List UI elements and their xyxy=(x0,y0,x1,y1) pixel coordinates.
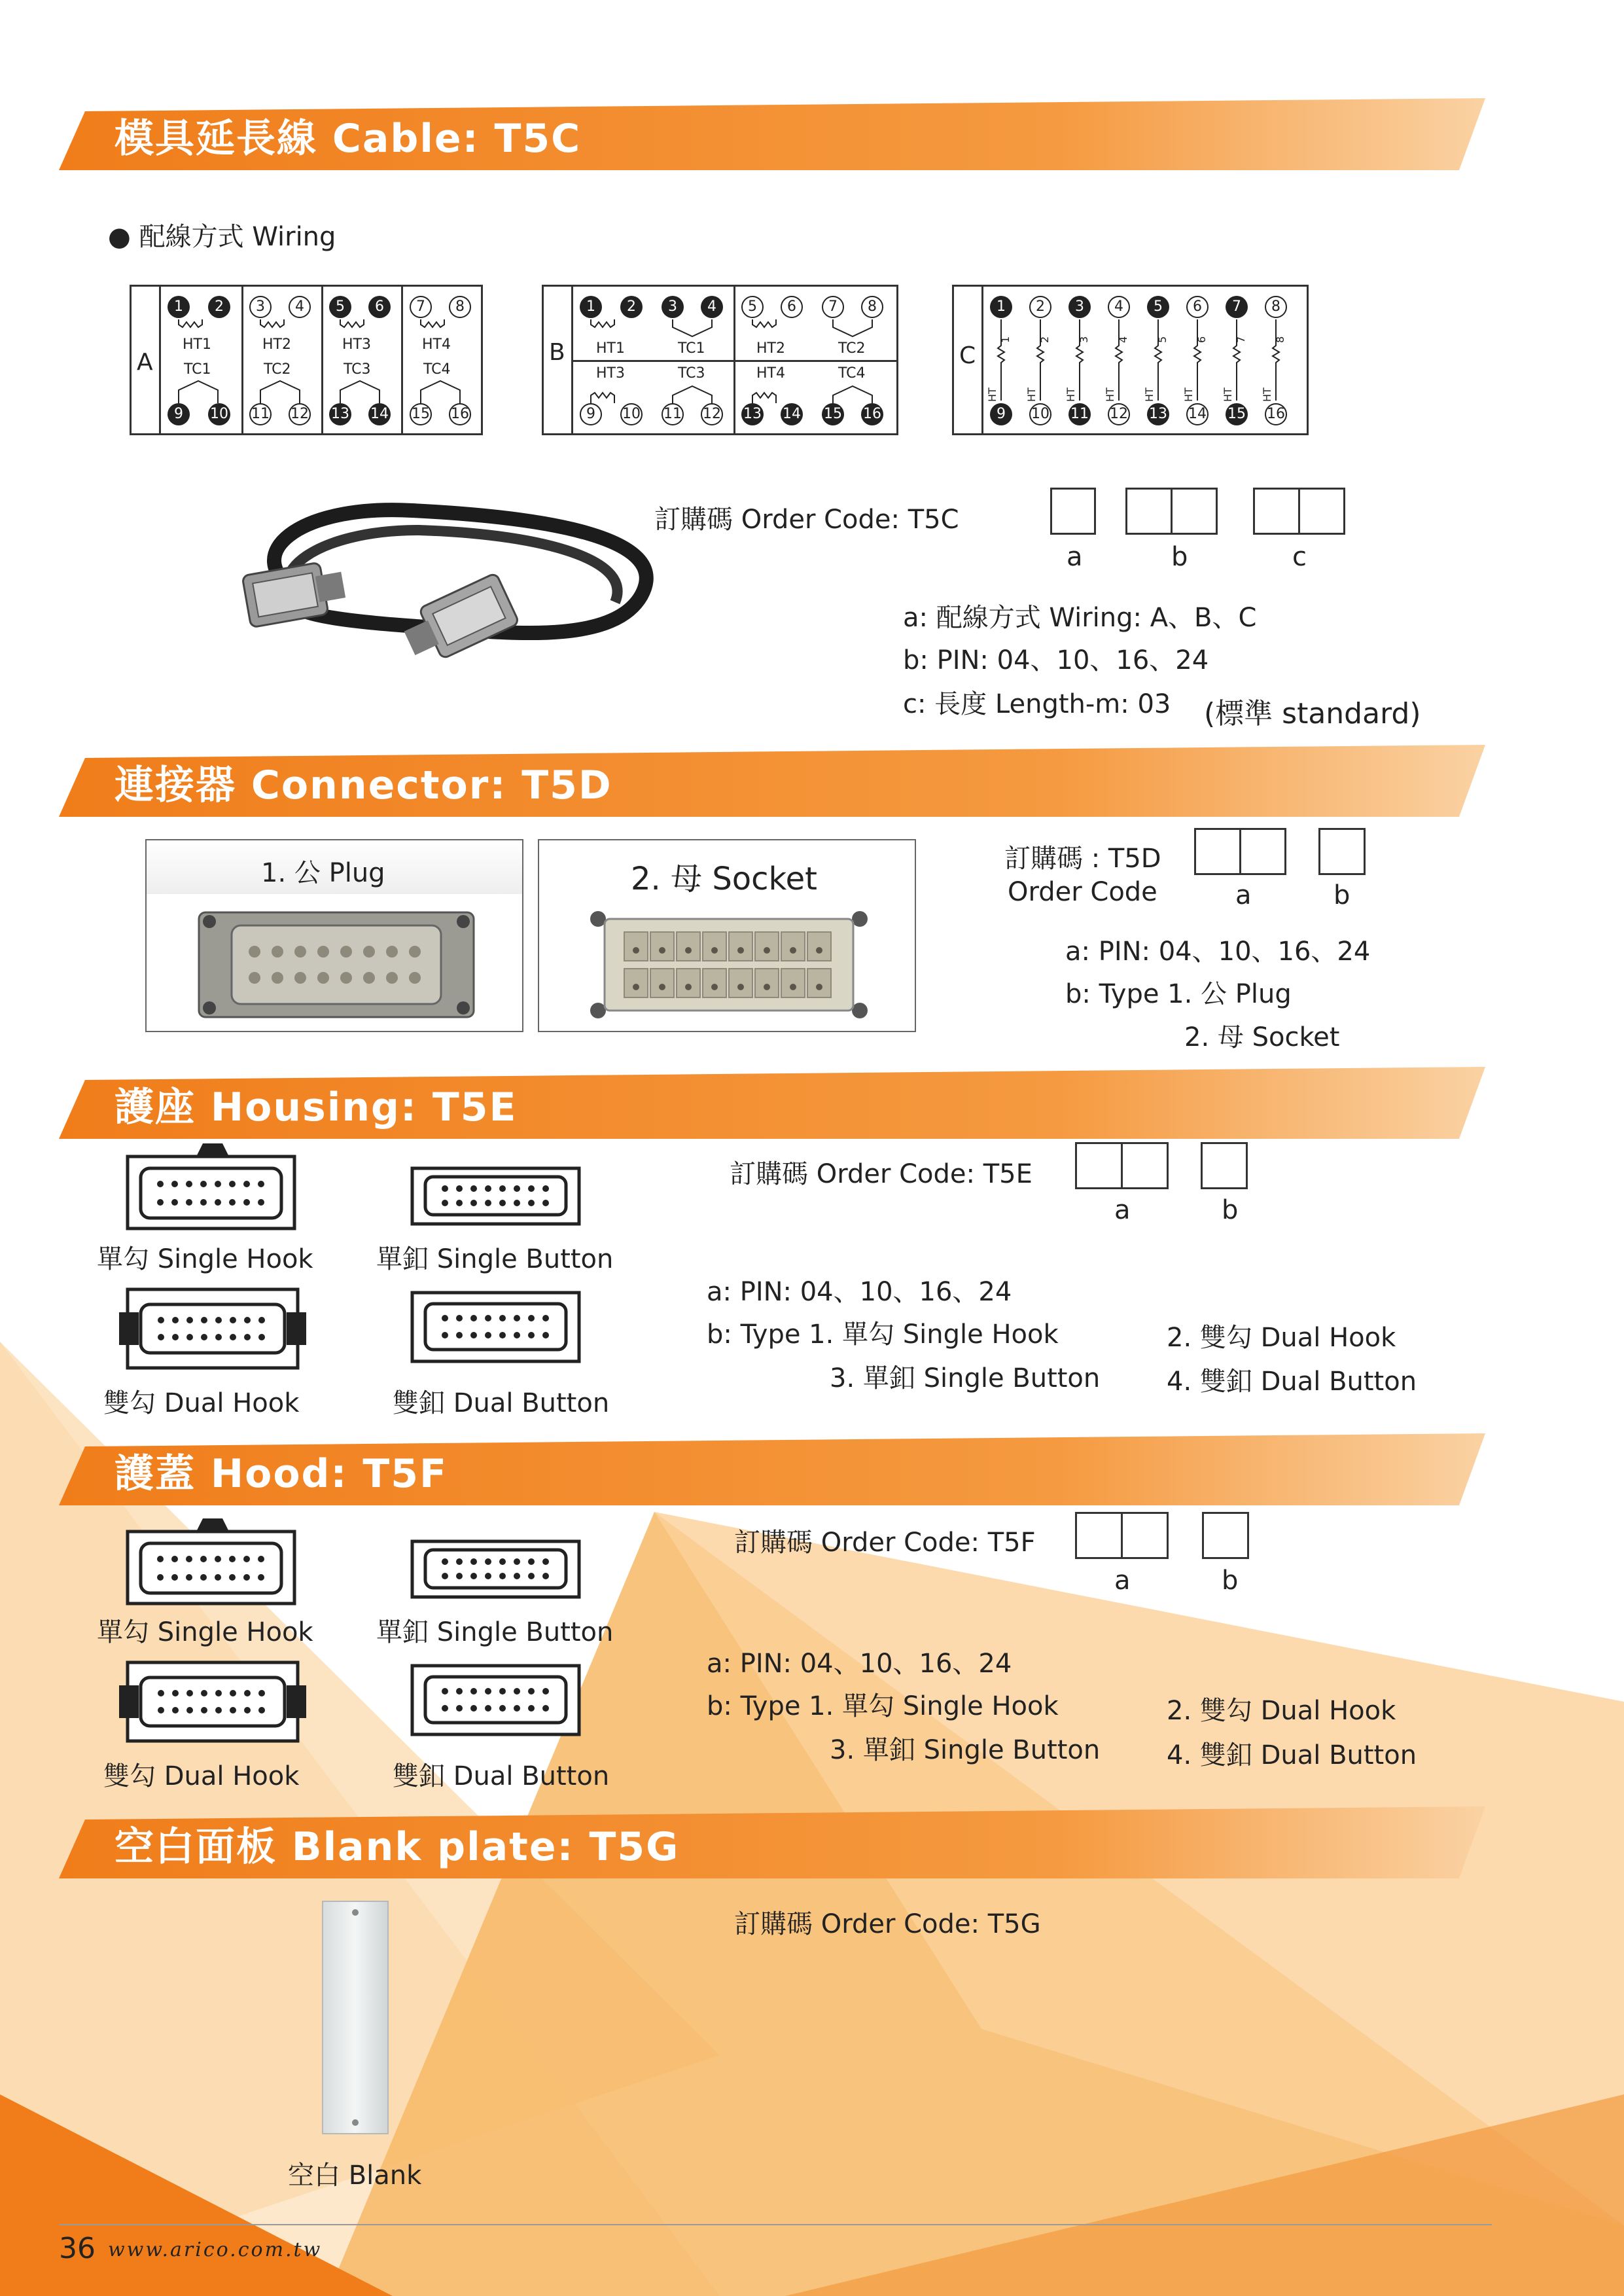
wiring-heading-text: 配線方式 Wiring xyxy=(139,222,336,252)
slot-b-label: b xyxy=(1171,542,1188,572)
pin-14: 14 xyxy=(1186,403,1209,425)
t5c-option-a: a: 配線方式 Wiring: A、B、C xyxy=(903,603,1257,633)
wiring-label-c: C xyxy=(959,342,976,369)
section-banner-t5d xyxy=(59,745,1485,817)
svg-text:8: 8 xyxy=(1274,336,1286,343)
ht-label: HT1 xyxy=(183,336,211,353)
pin-3: 3 xyxy=(662,296,684,318)
svg-text:HT: HT xyxy=(1182,387,1195,402)
slot-a-box-2 xyxy=(1239,828,1286,875)
pin-10: 10 xyxy=(620,403,643,425)
t5e-option-b4: 4. 雙釦 Dual Button xyxy=(1167,1367,1417,1397)
svg-text:HT: HT xyxy=(1104,387,1116,402)
section-title: 連接器 Connector: T5D xyxy=(115,762,612,808)
svg-text:HT: HT xyxy=(1025,387,1038,402)
row2-label: HT4 xyxy=(756,365,785,382)
pin-14: 14 xyxy=(368,403,391,425)
wiring-diagram-c xyxy=(952,285,1309,435)
pin-8: 8 xyxy=(449,296,471,318)
slot-c-box-2 xyxy=(1298,488,1345,535)
pin-1: 1 xyxy=(168,296,190,318)
dual-hook-icon xyxy=(118,1286,308,1371)
pin-5: 5 xyxy=(329,296,351,318)
wiring-label-a: A xyxy=(137,349,153,376)
svg-text:1: 1 xyxy=(999,336,1012,343)
section-banner-t5e xyxy=(59,1067,1485,1139)
slot-b-box-1 xyxy=(1125,488,1173,535)
cable-image xyxy=(216,484,687,707)
tc-label: TC1 xyxy=(184,361,211,378)
single-hook-icon xyxy=(124,1142,301,1234)
dual-button-label: 雙釦 Dual Button xyxy=(393,1388,610,1418)
row1-label: HT2 xyxy=(756,340,785,357)
section-title: 護蓋 Hood: T5F xyxy=(115,1451,448,1497)
single-button-label: 單釦 Single Button xyxy=(376,1617,614,1647)
pin-12: 12 xyxy=(701,403,723,425)
ht-label: HT3 xyxy=(342,336,371,353)
slot-a-box-1 xyxy=(1194,828,1241,875)
plug-image xyxy=(192,906,480,1024)
pin-15: 15 xyxy=(1226,403,1248,425)
dual-button-icon xyxy=(409,1289,582,1365)
t5e-option-b2: 2. 雙勾 Dual Hook xyxy=(1167,1323,1396,1353)
plug-photo-panel xyxy=(145,839,523,1032)
t5c-option-b: b: PIN: 04、10、16、24 xyxy=(903,645,1209,675)
slot-a-box-1 xyxy=(1075,1142,1123,1189)
pin-2: 2 xyxy=(1029,296,1051,318)
slot-a-box-2 xyxy=(1121,1142,1169,1189)
pin-6: 6 xyxy=(368,296,391,318)
row1-label: HT1 xyxy=(596,340,625,357)
svg-text:HT: HT xyxy=(1065,387,1077,402)
svg-text:5: 5 xyxy=(1156,336,1169,343)
t5c-option-c: c: 長度 Length-m: 03 xyxy=(903,689,1171,719)
t5d-order-code: 訂購碼 : T5D xyxy=(1004,844,1161,874)
pin-5: 5 xyxy=(741,296,764,318)
footer-url: www.arico.com.tw xyxy=(108,2238,323,2261)
tc-label: TC4 xyxy=(423,361,451,378)
hood-single-button-icon xyxy=(409,1538,582,1600)
t5f-option-b: b: Type 1. 單勾 Single Hook xyxy=(707,1691,1059,1721)
section-title: 護座 Housing: T5E xyxy=(115,1085,518,1130)
svg-text:HT: HT xyxy=(1143,387,1156,402)
pin-8: 8 xyxy=(1265,296,1287,318)
slot-a-label: a xyxy=(1114,1566,1131,1596)
pin-11: 11 xyxy=(662,403,684,425)
slot-b-label: b xyxy=(1222,1195,1239,1225)
pin-4: 4 xyxy=(289,296,311,318)
socket-image xyxy=(585,906,873,1024)
pin-6: 6 xyxy=(1186,296,1209,318)
single-button-label: 單釦 Single Button xyxy=(376,1244,614,1274)
t5c-order-code: 訂購碼 Order Code: T5C xyxy=(654,505,959,535)
pin-15: 15 xyxy=(822,403,844,425)
pin-12: 12 xyxy=(289,403,311,425)
pin-3: 3 xyxy=(249,296,272,318)
row2-label: TC4 xyxy=(838,365,866,382)
t5e-order-code: 訂購碼 Order Code: T5E xyxy=(730,1159,1033,1189)
pin-9: 9 xyxy=(168,403,190,425)
svg-text:HT: HT xyxy=(1261,387,1273,402)
pin-15: 15 xyxy=(410,403,432,425)
pin-11: 11 xyxy=(249,403,272,425)
pin-8: 8 xyxy=(861,296,883,318)
svg-text:3: 3 xyxy=(1078,336,1090,343)
hood-dual-button-icon xyxy=(409,1662,582,1738)
svg-text:HT: HT xyxy=(986,387,998,402)
svg-text:6: 6 xyxy=(1195,336,1208,343)
slot-b-box xyxy=(1202,1512,1249,1559)
slot-a-label: a xyxy=(1067,542,1083,572)
single-hook-label: 單勾 Single Hook xyxy=(97,1617,313,1647)
t5g-order-code: 訂購碼 Order Code: T5G xyxy=(734,1909,1041,1939)
row2-label: HT3 xyxy=(596,365,625,382)
slot-b-label: b xyxy=(1333,880,1350,910)
section-title: 空白面板 Blank plate: T5G xyxy=(115,1824,680,1870)
bullet-icon: ● xyxy=(108,222,131,252)
wiring-label-b: B xyxy=(549,339,565,366)
section-title: 模具延長線 Cable: T5C xyxy=(115,116,582,162)
slot-a-label: a xyxy=(1235,880,1252,910)
t5d-option-b2: 2. 母 Socket xyxy=(1184,1022,1340,1052)
ht-label: HT2 xyxy=(262,336,291,353)
row2-label: TC3 xyxy=(678,365,705,382)
pin-13: 13 xyxy=(329,403,351,425)
t5f-option-a: a: PIN: 04、10、16、24 xyxy=(707,1649,1012,1679)
pin-11: 11 xyxy=(1068,403,1091,425)
t5d-option-b: b: Type 1. 公 Plug xyxy=(1065,979,1292,1009)
t5f-option-b3: 3. 單釦 Single Button xyxy=(830,1735,1101,1765)
t5f-option-b4: 4. 雙釦 Dual Button xyxy=(1167,1740,1417,1770)
hood-single-hook-icon xyxy=(124,1517,301,1609)
section-banner-t5c xyxy=(59,98,1485,170)
row1-label: TC1 xyxy=(678,340,705,357)
t5c-standard-note: (標準 standard) xyxy=(1204,697,1421,730)
pin-1: 1 xyxy=(580,296,602,318)
pin-16: 16 xyxy=(1265,403,1287,425)
pin-1: 1 xyxy=(990,296,1012,318)
ht-label: HT4 xyxy=(422,336,451,353)
tc-label: TC2 xyxy=(264,361,291,378)
t5f-option-b2: 2. 雙勾 Dual Hook xyxy=(1167,1696,1396,1726)
t5e-option-b: b: Type 1. 單勾 Single Hook xyxy=(707,1319,1059,1350)
wiring-diagram-a xyxy=(130,285,483,435)
wiring-heading xyxy=(108,216,336,253)
pin-4: 4 xyxy=(1108,296,1130,318)
pin-9: 9 xyxy=(990,403,1012,425)
pin-7: 7 xyxy=(410,296,432,318)
slot-a-box-1 xyxy=(1075,1512,1123,1559)
wiring-diagram-b xyxy=(542,285,898,435)
pin-10: 10 xyxy=(1029,403,1051,425)
pin-16: 16 xyxy=(449,403,471,425)
pin-12: 12 xyxy=(1108,403,1130,425)
pin-6: 6 xyxy=(781,296,803,318)
footer-divider xyxy=(59,2224,1492,2225)
tc-label: TC3 xyxy=(344,361,371,378)
svg-text:HT: HT xyxy=(1222,387,1234,402)
pin-7: 7 xyxy=(1226,296,1248,318)
socket-label: 2. 母 Socket xyxy=(631,861,817,897)
pin-16: 16 xyxy=(861,403,883,425)
t5e-option-b3: 3. 單釦 Single Button xyxy=(830,1363,1101,1393)
slot-a-box xyxy=(1050,488,1096,535)
slot-c-box-1 xyxy=(1253,488,1300,535)
single-hook-label: 單勾 Single Hook xyxy=(97,1244,313,1274)
row1-label: TC2 xyxy=(838,340,866,357)
t5d-order-code-en: Order Code xyxy=(1008,877,1157,907)
page-number: 36 xyxy=(59,2232,96,2265)
svg-text:2: 2 xyxy=(1038,336,1051,343)
section-banner-t5g xyxy=(59,1806,1485,1878)
t5d-option-a: a: PIN: 04、10、16、24 xyxy=(1065,937,1371,967)
pin-13: 13 xyxy=(1147,403,1169,425)
slot-b-box-2 xyxy=(1171,488,1218,535)
socket-photo-panel xyxy=(538,839,916,1032)
pin-3: 3 xyxy=(1068,296,1091,318)
pin-2: 2 xyxy=(208,296,230,318)
plug-label: 1. 公 Plug xyxy=(261,858,385,888)
pin-9: 9 xyxy=(580,403,602,425)
slot-c-label: c xyxy=(1292,542,1307,572)
blank-plate-image xyxy=(319,1898,391,2137)
slot-a-label: a xyxy=(1114,1195,1131,1225)
section-banner-t5f xyxy=(59,1433,1485,1505)
pin-5: 5 xyxy=(1147,296,1169,318)
dual-button-label: 雙釦 Dual Button xyxy=(393,1761,610,1791)
svg-text:7: 7 xyxy=(1235,336,1247,343)
hood-dual-hook-icon xyxy=(118,1659,308,1744)
t5f-order-code: 訂購碼 Order Code: T5F xyxy=(734,1528,1036,1558)
t5e-option-a: a: PIN: 04、10、16、24 xyxy=(707,1277,1012,1307)
slot-b-box xyxy=(1201,1142,1248,1189)
pin-13: 13 xyxy=(741,403,764,425)
single-button-icon xyxy=(409,1165,582,1227)
pin-2: 2 xyxy=(620,296,643,318)
slot-b-box xyxy=(1318,828,1366,875)
slot-b-label: b xyxy=(1222,1566,1239,1596)
dual-hook-label: 雙勾 Dual Hook xyxy=(103,1388,300,1418)
dual-hook-label: 雙勾 Dual Hook xyxy=(103,1761,300,1791)
pin-4: 4 xyxy=(701,296,723,318)
pin-10: 10 xyxy=(208,403,230,425)
pin-7: 7 xyxy=(822,296,844,318)
slot-a-box-2 xyxy=(1121,1512,1169,1559)
pin-14: 14 xyxy=(781,403,803,425)
svg-text:4: 4 xyxy=(1117,336,1129,343)
blank-label: 空白 Blank xyxy=(288,2161,422,2191)
